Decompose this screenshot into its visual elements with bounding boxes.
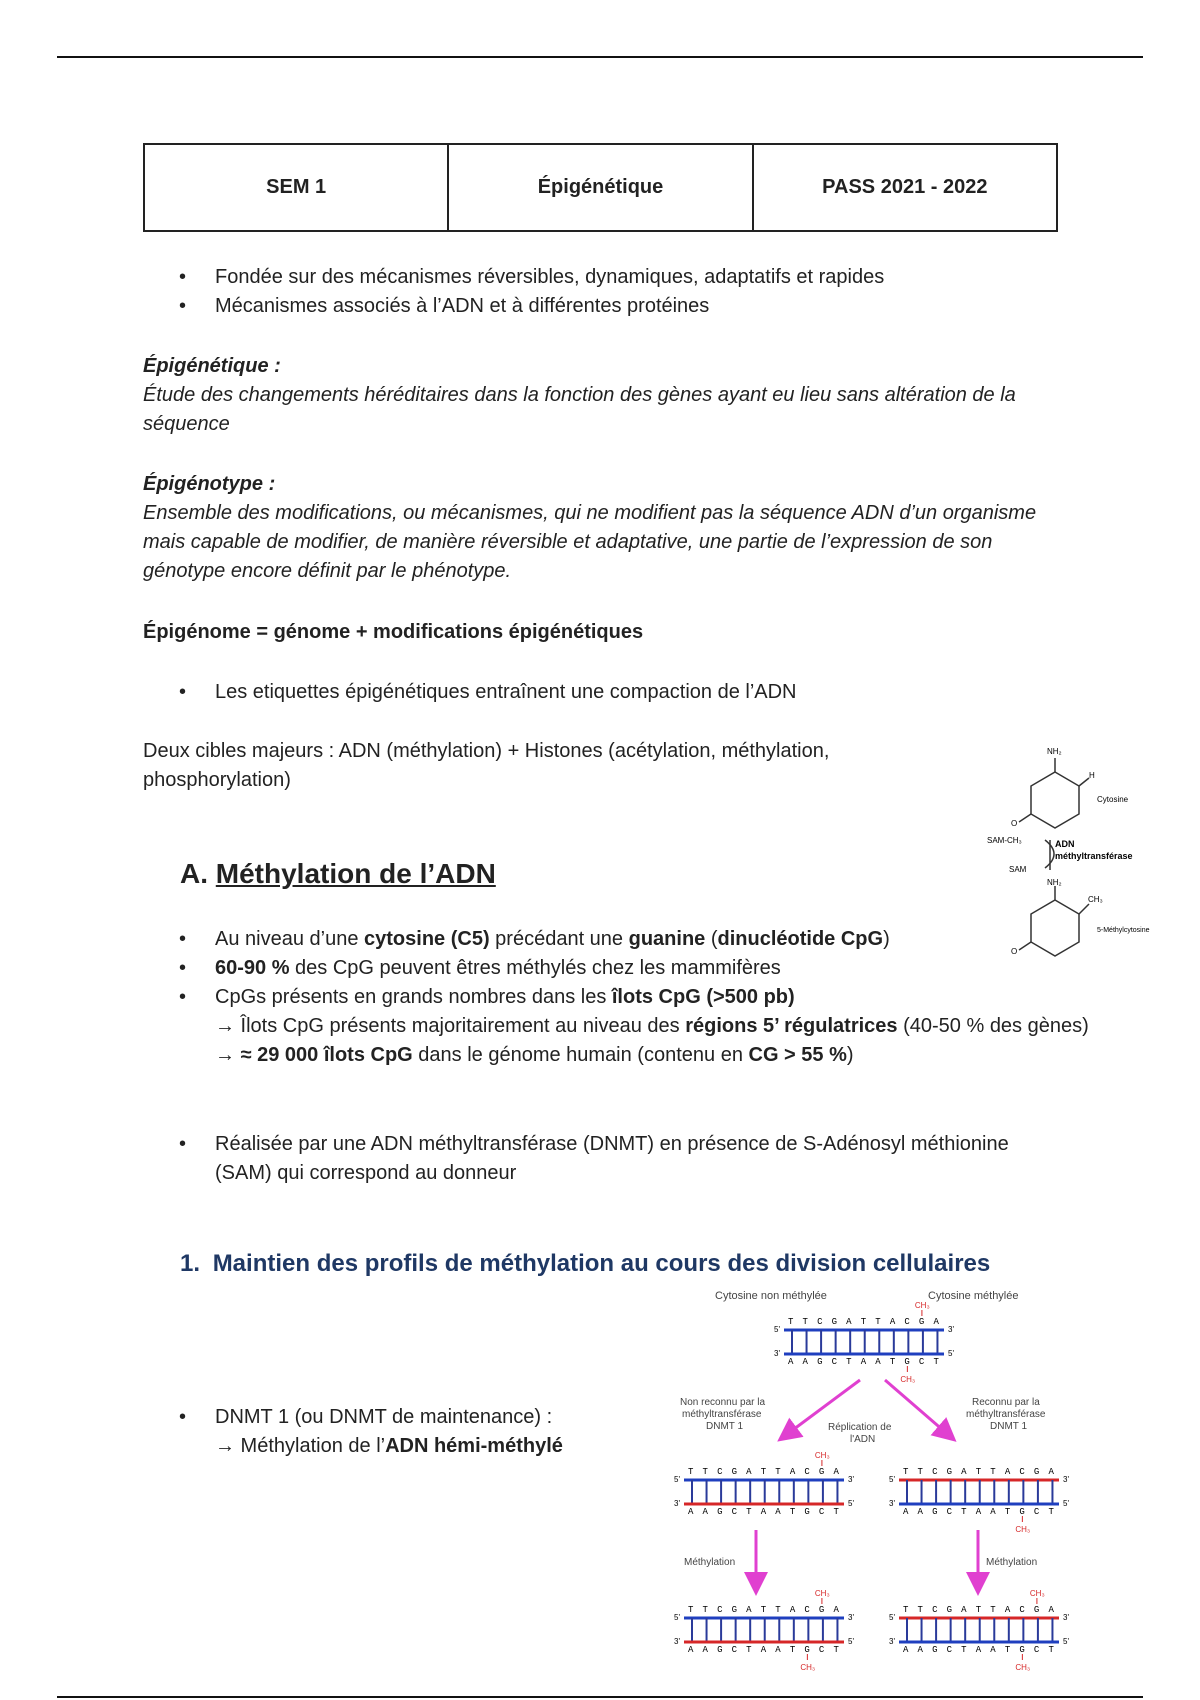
- base-bottom: A: [802, 1357, 808, 1367]
- recognized-2: méthyltransférase: [966, 1409, 1046, 1420]
- end-label: 3': [674, 1637, 680, 1646]
- methyl-label: CH₃: [1015, 1663, 1031, 1672]
- base-bottom: T: [833, 1645, 839, 1655]
- base-bottom: A: [702, 1645, 708, 1655]
- not-recognized-1: Non reconnu par la: [680, 1397, 766, 1408]
- methyl-label: CH₃: [900, 1375, 916, 1384]
- cyt-nh2-top: NH₂: [1047, 747, 1062, 756]
- base-bottom: C: [818, 1645, 825, 1655]
- base-top: G: [831, 1317, 838, 1327]
- base-bottom: G: [717, 1507, 723, 1517]
- base-bottom: T: [961, 1507, 967, 1517]
- top-rule: [57, 56, 1143, 58]
- base-bottom: G: [804, 1507, 810, 1517]
- base-top: G: [946, 1605, 953, 1615]
- base-bottom: G: [804, 1645, 810, 1655]
- label-methylated: Cytosine méthylée: [928, 1290, 1019, 1302]
- base-bottom: G: [717, 1645, 723, 1655]
- base-top: T: [875, 1317, 881, 1327]
- base-top: C: [904, 1317, 910, 1327]
- end-label: 5': [848, 1637, 854, 1646]
- base-top: T: [760, 1467, 767, 1477]
- base-top: A: [889, 1317, 896, 1327]
- methylation-right: Méthylation: [986, 1557, 1038, 1568]
- not-recognized-2: méthyltransférase: [682, 1409, 762, 1420]
- base-bottom: G: [932, 1507, 938, 1517]
- base-bottom: A: [903, 1645, 909, 1655]
- base-bottom: A: [702, 1507, 708, 1517]
- cyt-h: H: [1089, 771, 1095, 780]
- base-top: A: [1004, 1467, 1011, 1477]
- base-top: A: [789, 1605, 796, 1615]
- end-label: 5': [1063, 1499, 1069, 1508]
- cyt-sam-ch3: SAM-CH₃: [987, 836, 1022, 845]
- intro-bullets: [143, 263, 1093, 321]
- cyt-label: Cytosine: [1097, 795, 1129, 804]
- end-label: 5': [774, 1325, 780, 1334]
- not-recognized-3: DNMT 1: [706, 1421, 744, 1432]
- end-label: 5': [948, 1349, 954, 1358]
- def-epigenotype: [143, 470, 1053, 586]
- base-bottom: A: [975, 1507, 982, 1517]
- base-top: A: [746, 1467, 752, 1477]
- base-bottom: T: [789, 1507, 796, 1517]
- compaction-list: [143, 678, 1093, 707]
- end-label: 3': [848, 1475, 854, 1484]
- base-bottom: A: [688, 1645, 694, 1655]
- def-epigenetique-term: Épigénétique :: [143, 355, 281, 377]
- base-top: C: [717, 1467, 723, 1477]
- base-top: A: [961, 1605, 967, 1615]
- base-bottom: T: [1004, 1507, 1011, 1517]
- cyt-product: 5-Méthylcytosine: [1097, 927, 1150, 934]
- end-label: 3': [848, 1613, 854, 1622]
- base-top: C: [1019, 1605, 1025, 1615]
- base-top: A: [789, 1467, 796, 1477]
- base-top: G: [946, 1467, 953, 1477]
- cytosine-methylation-figure: [975, 742, 1175, 967]
- section-a-letter: A.: [180, 858, 208, 889]
- list-item: • Mécanismes associés à l’ADN et à différentes protéines: [143, 292, 1093, 321]
- def-epigenetique-text: Étude des changements héréditaires dans la fonction des gènes ayant eu lieu sans altération de la séquence: [143, 384, 1016, 435]
- end-label: 5': [674, 1475, 680, 1484]
- list-item: • Les etiquettes épigénétiques entraînent une compaction de l’ADN: [143, 678, 1093, 707]
- base-bottom: C: [831, 1357, 838, 1367]
- base-top: C: [932, 1605, 938, 1615]
- def-epigenotype-term: Épigénotype :: [143, 473, 276, 495]
- list-item: • Réalisée par une ADN méthyltransférase (DNMT) en présence de S-Adénosyl méthionine (SAM) qui correspond au donneur: [143, 1130, 1063, 1188]
- methyl-label: CH₃: [800, 1663, 816, 1672]
- base-bottom: A: [990, 1507, 996, 1517]
- methyl-label: CH₃: [814, 1589, 830, 1598]
- base-top: T: [975, 1467, 982, 1477]
- end-label: 5': [889, 1475, 895, 1484]
- list-item: • DNMT 1 (ou DNMT de maintenance) : → Méthylation de l’ADN hémi-méthylé: [143, 1403, 663, 1461]
- base-bottom: C: [918, 1357, 925, 1367]
- base-bottom: A: [903, 1507, 909, 1517]
- base-bottom: G: [904, 1357, 910, 1367]
- end-label: 5': [848, 1499, 854, 1508]
- header-year: PASS 2021 - 2022: [752, 145, 1056, 230]
- base-bottom: A: [975, 1645, 982, 1655]
- base-top: T: [990, 1605, 996, 1615]
- base-top: C: [1019, 1467, 1025, 1477]
- base-top: T: [688, 1605, 694, 1615]
- base-top: T: [917, 1605, 923, 1615]
- base-top: C: [717, 1605, 723, 1615]
- base-top: G: [731, 1605, 738, 1615]
- list-item: • Au niveau d’une cytosine (C5) précédant une guanine (dinucléotide CpG): [143, 925, 1093, 954]
- epigenome-formula: Épigénome = génome + modifications épigénétiques: [143, 621, 644, 643]
- base-bottom: T: [889, 1357, 896, 1367]
- base-bottom: C: [1033, 1645, 1040, 1655]
- base-top: A: [1048, 1467, 1054, 1477]
- base-top: C: [932, 1467, 938, 1477]
- header-table: [143, 143, 1058, 232]
- base-bottom: C: [1033, 1507, 1040, 1517]
- methyl-label: CH₃: [1015, 1525, 1031, 1534]
- cyt-o-top: O: [1011, 819, 1018, 828]
- base-bottom: A: [990, 1645, 996, 1655]
- section-a-text: Méthylation de l’ADN: [215, 858, 496, 889]
- methyl-label: CH₃: [1029, 1589, 1045, 1598]
- end-label: 3': [774, 1349, 780, 1358]
- base-top: T: [760, 1605, 767, 1615]
- methyl-label: CH₃: [914, 1301, 930, 1310]
- replication-figure: [670, 1280, 1070, 1695]
- base-top: A: [833, 1467, 839, 1477]
- methylation-left: Méthylation: [684, 1557, 736, 1568]
- base-top: T: [702, 1467, 708, 1477]
- base-top: A: [833, 1605, 839, 1615]
- end-label: 3': [674, 1499, 680, 1508]
- header-sem: SEM 1: [266, 176, 327, 198]
- base-top: A: [746, 1605, 752, 1615]
- base-bottom: A: [775, 1507, 781, 1517]
- end-label: 5': [889, 1613, 895, 1622]
- base-top: T: [903, 1605, 909, 1615]
- targets-text: Deux cibles majeurs : ADN (méthylation) + Histones (acétylation, méthylation, phosphorylation): [143, 740, 830, 791]
- base-top: T: [860, 1317, 867, 1327]
- replication-1: Réplication de: [828, 1422, 892, 1433]
- base-bottom: G: [932, 1645, 938, 1655]
- base-bottom: A: [917, 1645, 923, 1655]
- base-top: T: [775, 1467, 781, 1477]
- methylation-bullets: [143, 925, 1093, 1070]
- base-bottom: T: [789, 1645, 796, 1655]
- base-bottom: T: [1004, 1645, 1011, 1655]
- cyt-enzyme-2: méthyltransférase: [1055, 851, 1133, 861]
- base-bottom: G: [1019, 1507, 1025, 1517]
- base-top: A: [933, 1317, 939, 1327]
- base-bottom: C: [731, 1507, 738, 1517]
- arrow-right-replication: [885, 1380, 952, 1438]
- base-bottom: T: [746, 1645, 752, 1655]
- list-item: • 60-90 % des CpG peuvent êtres méthylés chez les mammifères: [143, 954, 1093, 983]
- base-bottom: T: [833, 1507, 839, 1517]
- base-bottom: G: [1019, 1645, 1025, 1655]
- list-item: • CpGs présents en grands nombres dans les îlots CpG (>500 pb) → Îlots CpG présents majoritairement au niveau des régions 5’ régulatrices (40-50 % des gènes) → ≈ 29 000 îlots CpG dans le génome humain (contenu en CG > 55 %): [143, 983, 1093, 1070]
- base-bottom: C: [946, 1645, 953, 1655]
- base-top: C: [804, 1605, 810, 1615]
- end-label: 3': [948, 1325, 954, 1334]
- base-bottom: A: [875, 1357, 881, 1367]
- recognized-3: DNMT 1: [990, 1421, 1028, 1432]
- base-top: C: [804, 1467, 810, 1477]
- list-item: • Fondée sur des mécanismes réversibles, dynamiques, adaptatifs et rapides: [143, 263, 1093, 292]
- base-bottom: A: [775, 1645, 781, 1655]
- end-label: 5': [674, 1613, 680, 1622]
- base-top: T: [775, 1605, 781, 1615]
- recognized-1: Reconnu par la: [972, 1397, 1040, 1408]
- cyt-sam: SAM: [1009, 865, 1027, 874]
- base-top: T: [975, 1605, 982, 1615]
- base-top: T: [788, 1317, 794, 1327]
- cyt-ch3: CH₃: [1088, 895, 1103, 904]
- base-top: G: [1033, 1605, 1040, 1615]
- label-unmethylated: Cytosine non méthylée: [715, 1290, 827, 1302]
- base-top: C: [817, 1317, 823, 1327]
- base-top: A: [1048, 1605, 1054, 1615]
- dnmt1-bullet: [143, 1403, 663, 1461]
- base-bottom: G: [817, 1357, 823, 1367]
- base-bottom: C: [731, 1645, 738, 1655]
- base-bottom: T: [846, 1357, 852, 1367]
- base-bottom: A: [917, 1507, 923, 1517]
- base-bottom: T: [746, 1507, 752, 1517]
- base-bottom: A: [688, 1507, 694, 1517]
- methyl-label: CH₃: [814, 1451, 830, 1460]
- base-bottom: T: [961, 1645, 967, 1655]
- base-bottom: T: [1048, 1507, 1054, 1517]
- base-bottom: T: [933, 1357, 939, 1367]
- bottom-rule: [57, 1696, 1143, 1698]
- base-top: T: [990, 1467, 996, 1477]
- def-epigenetique: [143, 352, 1063, 439]
- base-top: A: [846, 1317, 852, 1327]
- base-bottom: A: [760, 1645, 767, 1655]
- subsection-1-title: 1. Maintien des profils de méthylation au cours des division cellulaires: [180, 1250, 991, 1277]
- def-epigenotype-text: Ensemble des modifications, ou mécanismes, qui ne modifient pas la séquence ADN d’un organisme mais capable de modifier, de manière réversible et adaptative, une partie de l’expression de son génotype encore définit par le phénotype.: [143, 502, 1037, 582]
- base-top: T: [688, 1467, 694, 1477]
- base-top: T: [802, 1317, 808, 1327]
- base-top: A: [1004, 1605, 1011, 1615]
- cyt-enzyme-1: ADN: [1055, 839, 1075, 849]
- end-label: 3': [1063, 1475, 1069, 1484]
- end-label: 3': [889, 1637, 895, 1646]
- section-a-title: [180, 858, 496, 890]
- base-bottom: C: [946, 1507, 953, 1517]
- base-top: G: [918, 1317, 925, 1327]
- base-top: G: [731, 1467, 738, 1477]
- header-topic: Épigénétique: [447, 145, 751, 230]
- base-top: T: [702, 1605, 708, 1615]
- replication-2: l'ADN: [850, 1434, 876, 1445]
- base-bottom: A: [860, 1357, 867, 1367]
- base-bottom: A: [788, 1357, 794, 1367]
- end-label: 3': [889, 1499, 895, 1508]
- base-top: T: [903, 1467, 909, 1477]
- cyt-o-bottom: O: [1011, 947, 1018, 956]
- base-top: A: [961, 1467, 967, 1477]
- base-top: T: [917, 1467, 923, 1477]
- base-bottom: T: [1048, 1645, 1054, 1655]
- base-bottom: A: [760, 1507, 767, 1517]
- end-label: 5': [1063, 1637, 1069, 1646]
- dnmt-bullet: [143, 1130, 1063, 1188]
- base-top: G: [818, 1605, 825, 1615]
- cyt-nh2-bottom: NH₂: [1047, 878, 1062, 887]
- base-bottom: C: [818, 1507, 825, 1517]
- base-top: G: [818, 1467, 825, 1477]
- base-top: G: [1033, 1467, 1040, 1477]
- end-label: 3': [1063, 1613, 1069, 1622]
